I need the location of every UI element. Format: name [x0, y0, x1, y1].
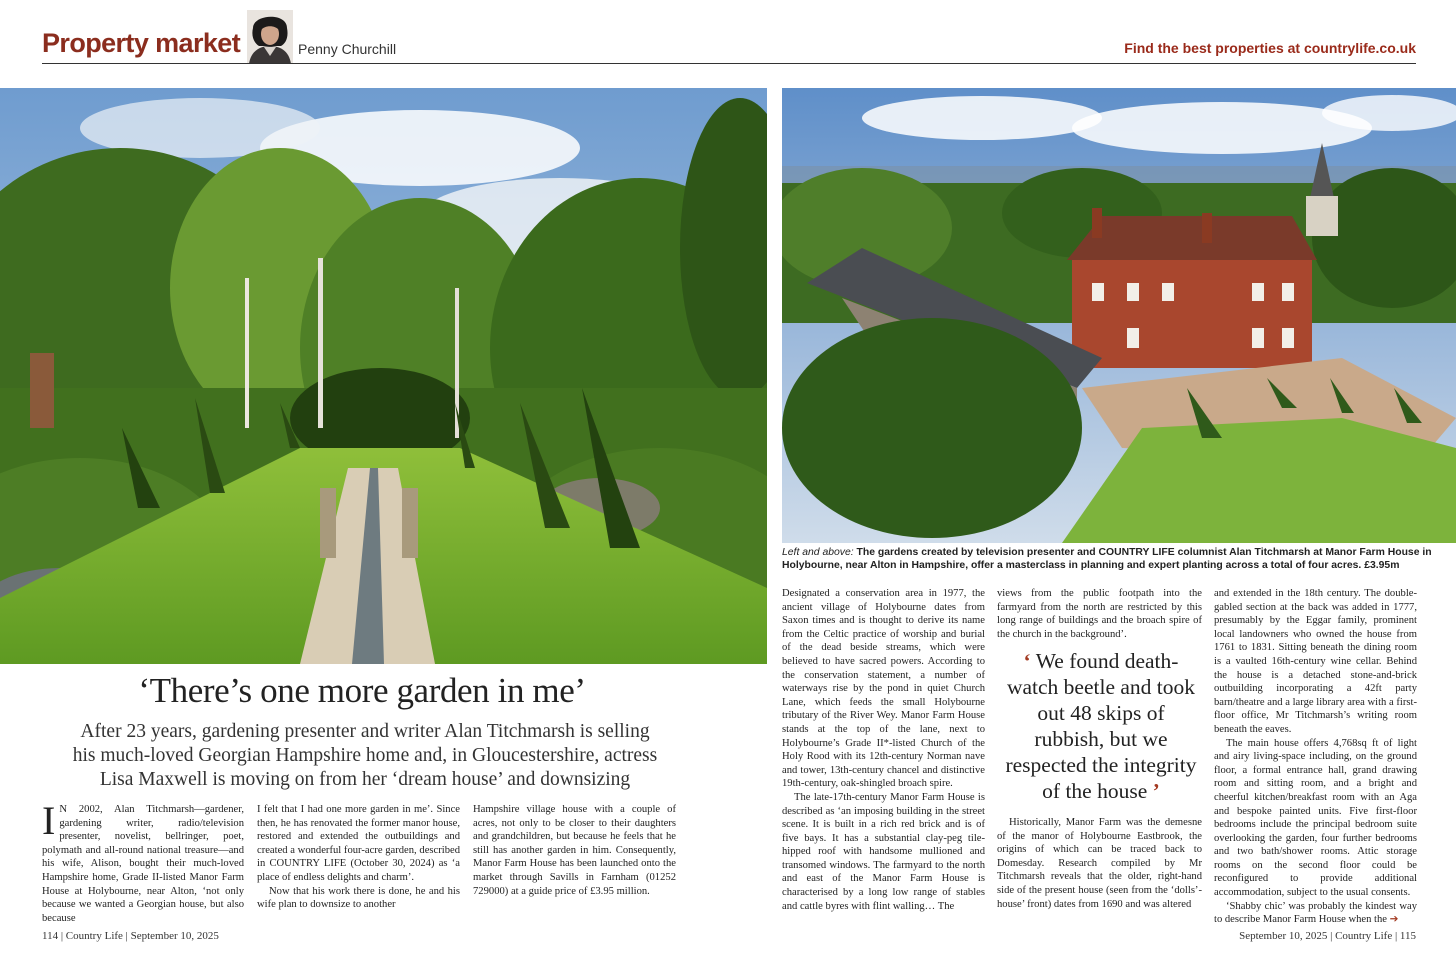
garden-photo	[0, 88, 767, 664]
section-title: Property market	[42, 28, 241, 58]
author-byline: Penny Churchill	[298, 41, 397, 57]
paragraph: Designated a conservation area in 1977, the ancient village of Holybourne dates from Saxon times and is thought to derive its name from the Celtic practice of worship and burial of the dead beside streams, which were believed to have sacred powers. According to the conservation statement, a number of waterways rise by the pond in quiet Church Lane, which feeds the small Holybourne tributary of the River Wey. Manor Farm House stands at the top of the lane, next to Holybourne’s Grade II*-listed Church of the Holy Rood with its 12th-century Norman nave and tower, 13th-century chancel and distinctive 19th-century, oak-shingled broach spire.	[782, 588, 985, 790]
paragraph-text: ‘Shabby chic’ was probably the kindest way to describe Manor Farm House when the	[1214, 900, 1417, 926]
paragraph: The late-17th-century Manor Farm House is described as ‘an imposing building in the street scene. It is built in a rich red brick and is of five bays. It has a substantial clay-peg tile-hipped roof with handsome mullioned and transomed windows. The farmyard to the north and east of the Manor Farm House is characterised by a long low range of stables and cattle byres with flint walling… The	[782, 791, 985, 912]
caption-text: The gardens created by television presenter and COUNTRY LIFE columnist Alan Titchmarsh at Manor Farm House in Holybourne, near Alton in Hampshire, offer a masterclass in planning and expert planting across a total of four acres. £3.95m	[782, 547, 1432, 571]
folio-left: 114 | Country Life | September 10, 2025	[42, 930, 219, 942]
body-column-2	[257, 803, 460, 912]
paragraph: and extended in the 18th century. The double-gabled section at the back was added in 1777, presumably by the Eggar family, prominent local landowners who owned the house from 1761 to 1831. Sitting beneath the dining room is a vaulted 16th-century wine cellar. Behind the house is a detached stone-and-brick outbuilding incorporating a 42ft party barn/theatre and a large library area with a first-floor office, Mr Titchmarsh’s writing room beneath the eaves.	[1214, 588, 1417, 735]
photo-caption	[782, 546, 1432, 572]
body-column-3	[473, 803, 676, 898]
paragraph: The main house offers 4,768sq ft of light and airy living-space including, on the ground floor, a formal entrance hall, grand drawing room and sitting room, and a bright and cheerful kitchen/breakfast room with an Aga and bespoke painted units. Five first-floor bedrooms include the principal bedroom suite overlooking the garden, four further bedrooms and two bath/shower rooms. Attic storage rooms on the second floor could be reconfigured to provide additional accommodation, subject to the usual consents.	[1214, 737, 1417, 899]
quote-open-mark: ‘	[1023, 649, 1031, 673]
caption-lead: Left and above:	[782, 547, 854, 558]
pull-quote-text: We found death-watch beetle and took out 48 skips of rubbish, but we respected the integrity of the house	[1005, 649, 1197, 803]
paragraph: Now that his work there is done, he and his wife plan to downsize to another	[257, 885, 460, 911]
body-column-6	[1214, 587, 1417, 927]
house-aerial-photo	[782, 88, 1456, 543]
article-standfirst: After 23 years, gardening presenter and writer Alan Titchmarsh is selling his much-loved Georgian Hampshire home and, in Gloucestershire, actress Lisa Maxwell is moving on from her ‘dream house’ and downsizing	[72, 721, 658, 790]
website-promo-link[interactable]: Find the best properties at countrylife.co.uk	[1124, 40, 1416, 56]
paragraph: I felt that I had one more garden in me’. Since then, he has renovated the former manor house, restored and extended the outbuildings and created a wonderful four-acre garden, described in COUNTRY LIFE (October 30, 2024) as ‘a place of endless delights and charm’.	[257, 804, 460, 883]
header-rule	[42, 63, 1416, 64]
continue-arrow-icon: ➔	[1389, 914, 1399, 926]
body-column-5	[997, 587, 1202, 641]
paragraph: Historically, Manor Farm was the demesne of the manor of Holybourne Eastbrook, the origins of which can be traced back to Domesday. Research compiled by Mr Titchmarsh reveals that the older, right-hand side of the present house (seen from the ‘dolls’-house’ front) dates from 1690 and was altered	[997, 817, 1202, 910]
paragraph: views from the public footpath into the farmyard from the north are restricted by this long range of buildings and the broach spire of the church in the background’.	[997, 588, 1202, 640]
folio-right: September 10, 2025 | Country Life | 115	[1239, 930, 1416, 942]
paragraph: Hampshire village house with a couple of acres, not only to be closer to their daughters and grandchildren, but because he feels that he still has another garden in him. Consequently, Manor Farm House has been launched onto the market through Savills in Farnham (01252 729000) at a guide price of £3.95 million.	[473, 804, 676, 897]
paragraph	[1214, 900, 1417, 927]
body-column-5-continued	[997, 816, 1202, 911]
body-column-1	[42, 798, 244, 925]
article-headline: ‘There’s one more garden in me’	[138, 671, 586, 710]
drop-cap: I	[42, 798, 56, 843]
author-photo	[247, 10, 293, 64]
pull-quote	[1003, 648, 1199, 804]
body-column-4	[782, 587, 985, 913]
quote-close-mark: ’	[1152, 779, 1160, 803]
paragraph: N 2002, Alan Titchmarsh—gardener, gardening writer, radio/television presenter, novelist, bellringer, poet, polymath and all-round national treasure—and his wife, Alison, bought their much-loved Hampshire home, Grade II-listed Manor Farm House at Holybourne, near Alton, ‘not only because we wanted a Georgian house, but also because	[42, 804, 244, 924]
